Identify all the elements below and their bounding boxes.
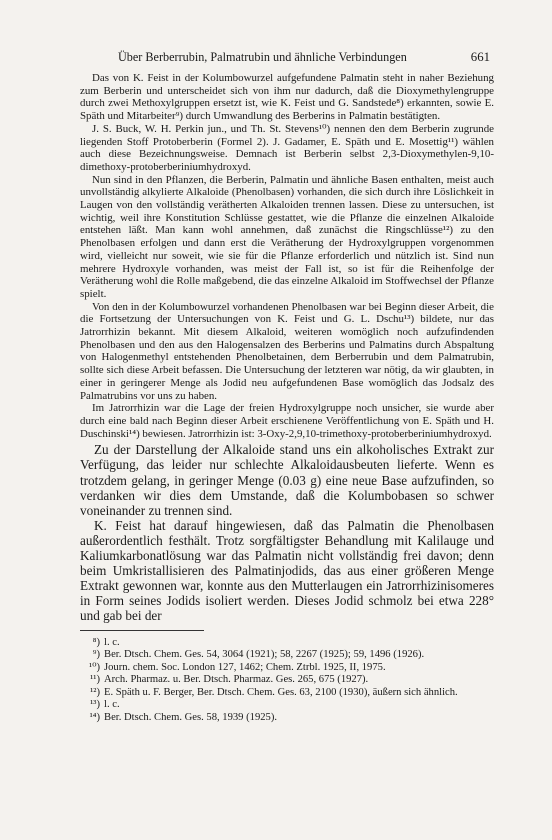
footnote [80,674,494,687]
footnotes [80,637,494,725]
footnote-text: Journ. chem. Soc. London 127, 1462; Chem. Ztrbl. 1925, II, 1975. [104,661,386,673]
footnote-text: Ber. Dtsch. Chem. Ges. 54, 3064 (1921); 58, 2267 (1925); 59, 1496 (1926). [104,649,425,661]
paragraph: Im Jatrorrhizin war die Lage der freien Hydroxylgruppe noch unsicher, sie wurde aber durch eine bald nach Beginn dieser Arbeit erschienene Veröffentlichung von E. Späth und H. Duschinski¹⁴) bewiesen. Jatrorrhizin ist: 3-Oxy-2,9,10-trimethoxy-protoberberiniumhydroxyd. [80,402,494,440]
paragraph: Nun sind in den Pflanzen, die Berberin, Palmatin und ähnliche Basen enthalten, meist auch unvollständig alkylierte Alkaloide (Phenolbasen) vorhanden, die sich durch ihre Löslichkeit in Laugen von den vollständig verätherten Alkaloiden trennen lassen. Diese zu untersuchen, ist wichtig, weil ihre Konstitution Schlüsse gestattet, wie die Pflanze die einzelnen Alkaloide entstehen läßt. Man kann wohl annehmen, daß zunächst die Ringschlüsse¹²) zu den Phenolbasen erfolgen und dann erst die Verätherung der Hydroxylgruppen vorgenommen wird, vielleicht nur soweit, wie sie für die Pflanze erforderlich und nützlich ist. Sind nun mehrere Hydroxyle vorhanden, was meist der Fall ist, so ist für die Reihenfolge der Verätherung wohl die Rolle maßgebend, die das einzelne Alkaloid im Stoffwechsel der Pflanze spielt. [80,173,494,300]
footnote [80,662,494,675]
footnote-number: ⁸) [92,636,100,648]
footnote-text: Arch. Pharmaz. u. Ber. Dtsch. Pharmaz. Ges. 265, 675 (1927). [104,674,369,686]
footnote-number: ¹¹) [90,674,100,686]
footnote-text: l. c. [104,699,120,711]
paragraph: K. Feist hat darauf hingewiesen, daß das Palmatin die Phenolbasen außerordentlich festhält. Trotz sorgfältigster Behandlung mit Kalilauge und Kaliumkarbonatlösung war das Palmatin nicht vollständig frei davon; denn beim Umkristallisieren des Palmatinjodids, das aus einer größeren Menge Extrakt gewonnen war, konnte aus den Mutterlaugen ein Jatrorrhizinisomeres in Form seines Jodids isoliert werden. Dieses Jodid schmolz bei etwa 228° und gab bei der [80,517,494,624]
footnote [80,712,494,725]
footnote [80,637,494,650]
footnote-divider [80,630,204,631]
large-print-section [80,442,494,623]
footnote [80,699,494,712]
footnote-number: ⁹) [92,649,100,661]
footnote [80,687,494,700]
footnote [80,649,494,662]
paragraph: Das von K. Feist in der Kolumbowurzel aufgefundene Palmatin steht in naher Beziehung zum Berberin und unterscheidet sich von ihm nur dadurch, daß die Dioxymethylengruppe durch zwei Methoxylgruppen ersetzt ist, wie K. Feist und G. Sandstede⁸) erkannten, sowie E. Späth und Mitarbeiter⁹) durch Umwandlung des Berberins in Palmatin bestätigten. [80,72,494,123]
footnote-number: ¹⁰) [89,661,100,673]
paragraph: J. S. Buck, W. H. Perkin jun., und Th. St. Stevens¹⁰) nennen den dem Berberin zugrunde liegenden Stoff Protoberberin (Formel 2). J. Gadamer, E. Späth und E. Mosettig¹¹) wählen auch diese Bezeichnungsweise. Demnach ist Berberin selbst 2,3-Dioxymethylen-9,10-dimethoxy-protoberberiniumhydroxyd. [80,122,494,173]
footnote-number: ¹³) [90,699,100,711]
main-text [80,72,494,725]
footnote-number: ¹⁴) [89,712,100,724]
running-header [118,50,490,66]
footnote-text: E. Späth u. F. Berger, Ber. Dtsch. Chem. Ges. 63, 2100 (1930), äußern sich ähnlich. [104,686,458,698]
footnote-number: ¹²) [90,686,100,698]
footnote-text: Ber. Dtsch. Chem. Ges. 58, 1939 (1925). [104,712,278,724]
running-title: Über Berberrubin, Palmatrubin und ähnliche Verbindungen [118,50,407,64]
paragraph: Von den in der Kolumbowurzel vorhandenen Phenolbasen war bei Beginn dieser Arbeit, die die Fortsetzung der Untersuchungen von K. Feist und G. L. Dschu¹³) bildete, nur das Jatrorrhizin bekannt. Mit diesem Alkaloid, weiteren womöglich noch aufzufindenden Phenolbasen und den aus den Halogensalzen des Berberins und Palmatins durch Abspaltung von Halogenmethyl entstehenden Phenolbetainen, dem Berberrubin und dem Palmatrubin, sollte sich diese Arbeit befassen. Die Untersuchung der letzteren war nötig, da wir glaubten, in einer in geringerer Menge als Jodid neu aufgefundenen Base womöglich das Jodsalz des Palmatrubins vor uns zu haben. [80,300,494,402]
small-print-section [80,72,494,440]
footnote-text: l. c. [104,636,120,648]
paragraph: Zu der Darstellung der Alkaloide stand uns ein alkoholisches Extrakt zur Verfügung, das leider nur schlechte Alkaloidausbeuten lieferte. Wenn es trotzdem gelang, in geringer Menge (0.03 g) eine neue Base aufzufinden, so verdanken wir dies dem Umstande, daß die Kolumbobasen so schwer voneinander zu trennen sind. [80,442,494,518]
page-number: 661 [470,50,490,64]
